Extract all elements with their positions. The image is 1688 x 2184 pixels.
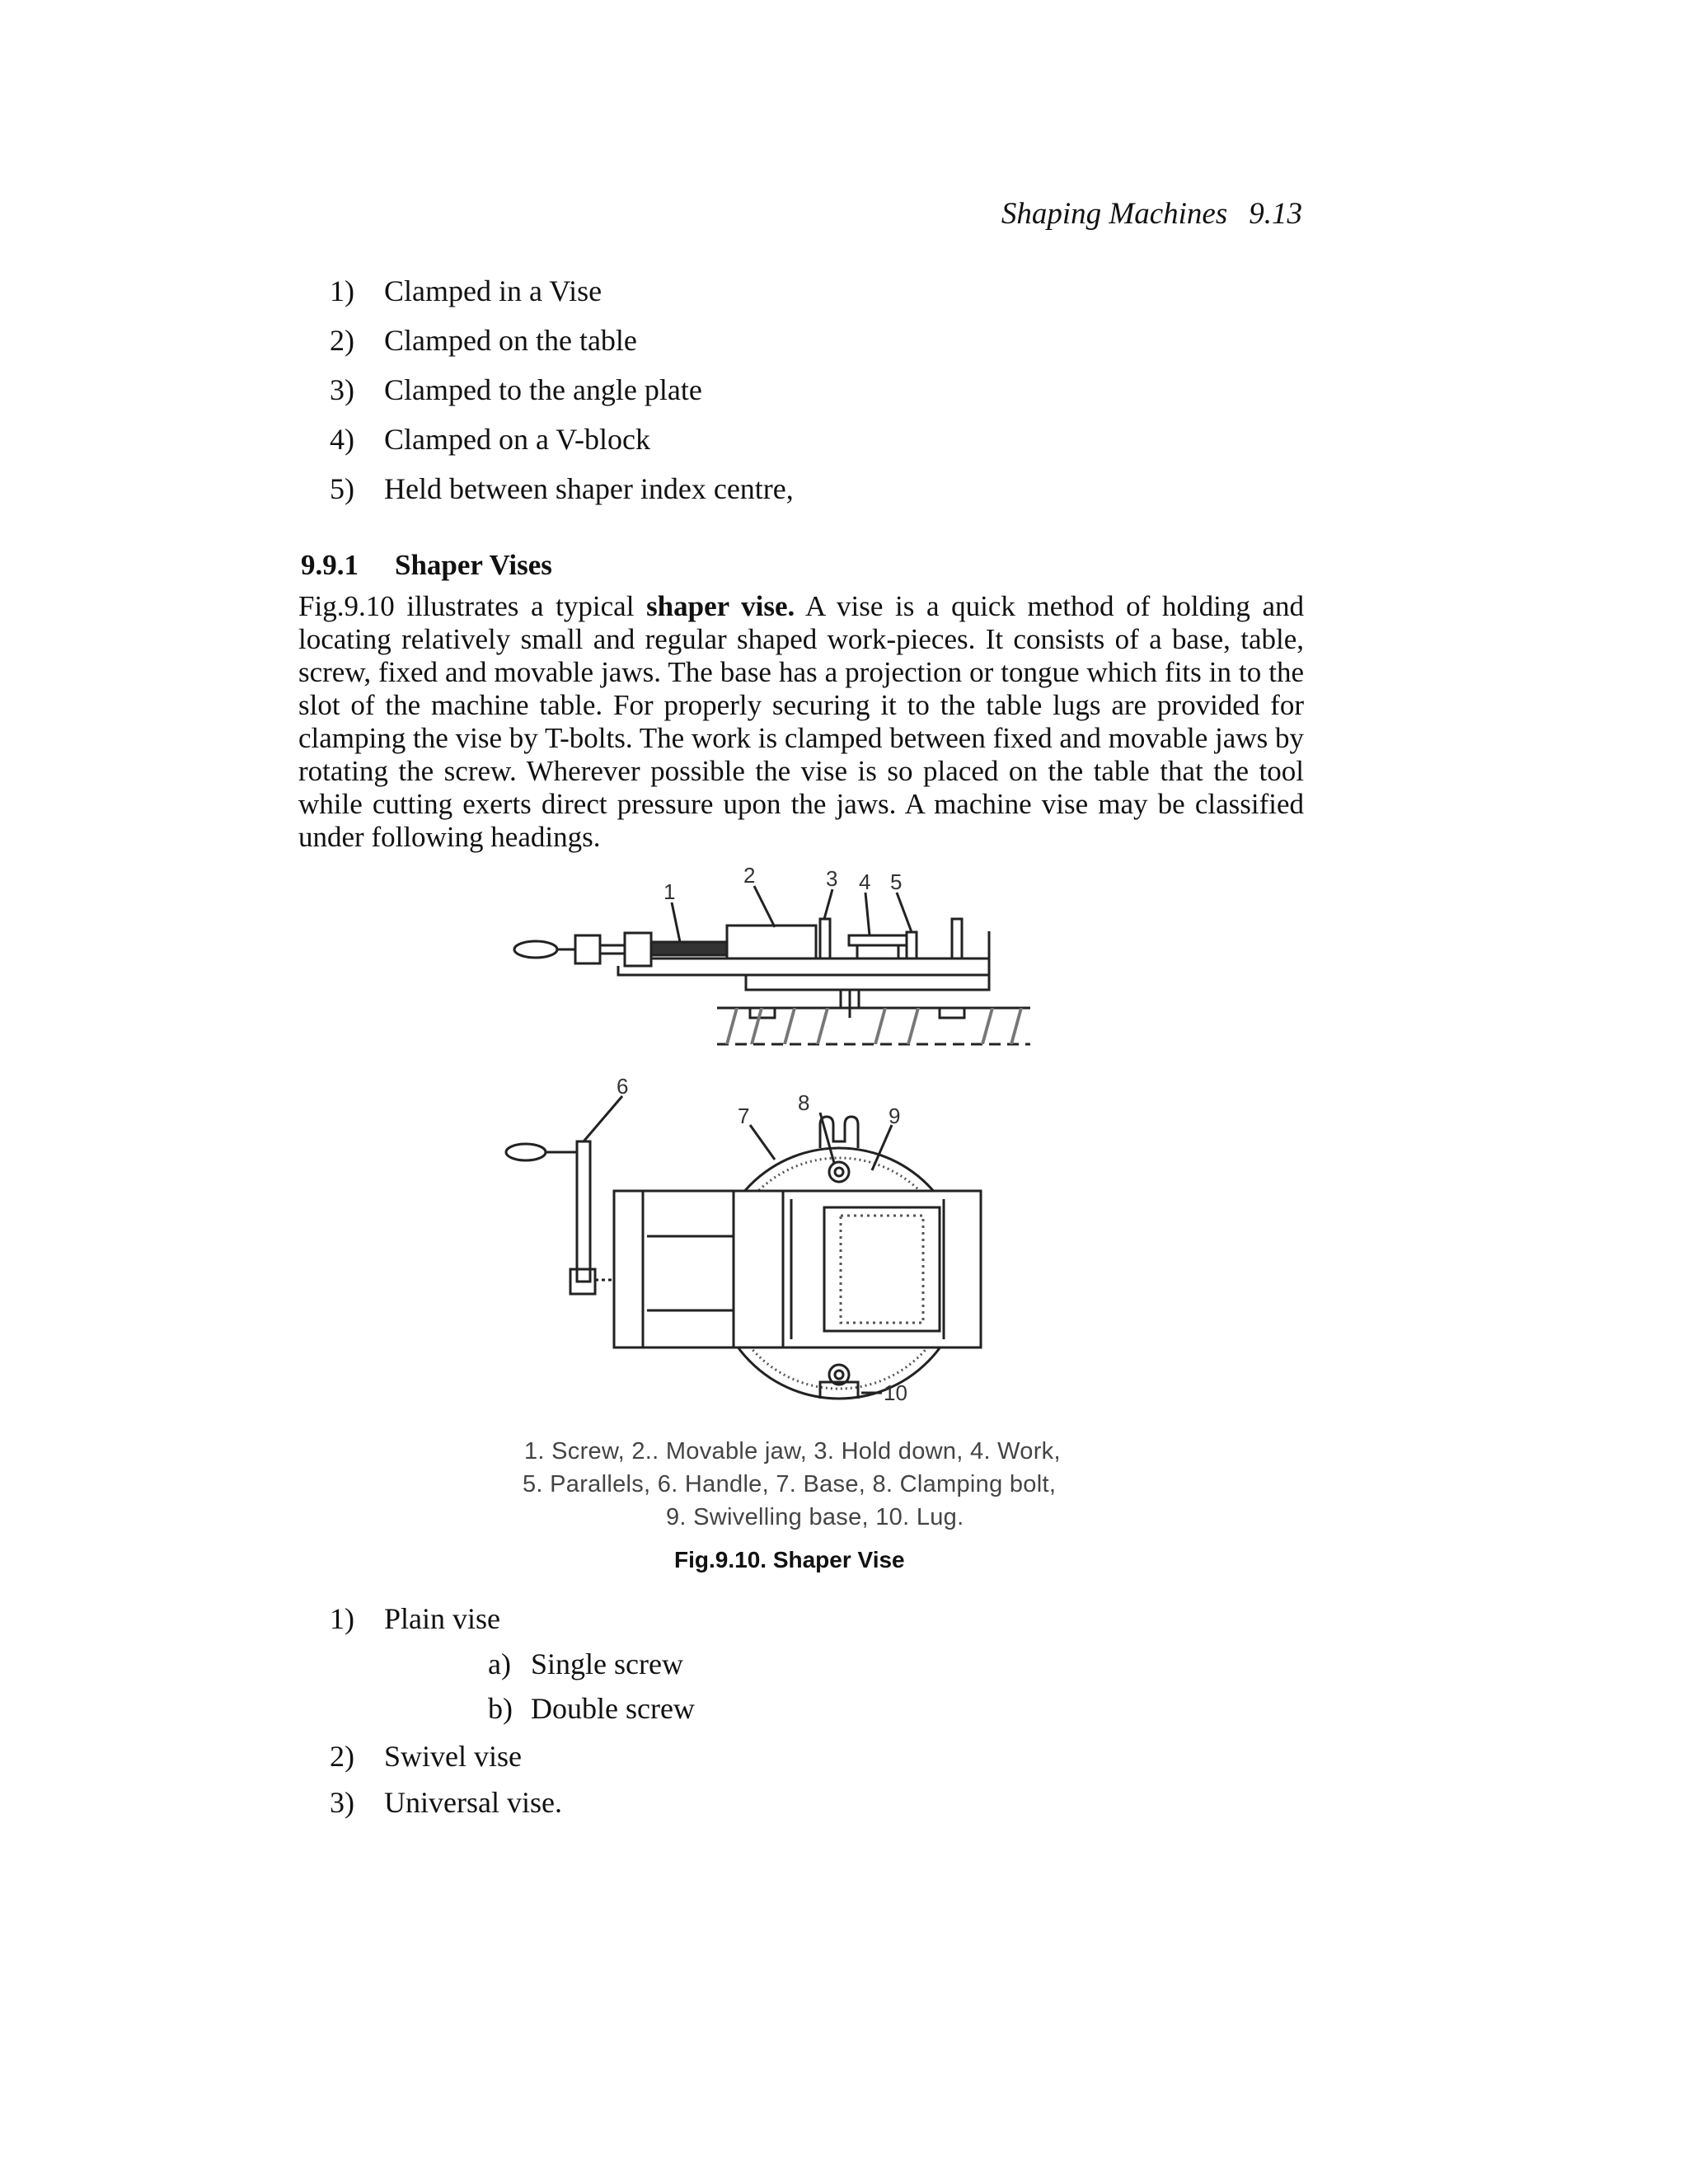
callout-9: 9 xyxy=(889,1104,901,1128)
callout-8: 8 xyxy=(798,1090,810,1115)
sub-list-item-letter: b) xyxy=(488,1692,513,1725)
screw xyxy=(651,942,727,955)
section-title: Shaper Vises xyxy=(395,549,552,581)
list-item-number: 2) xyxy=(330,1740,354,1773)
callout-10: 10 xyxy=(884,1380,907,1401)
paragraph-text-start: Fig.9.10 illustrates a typical xyxy=(298,590,647,622)
list-item-text: Plain vise xyxy=(384,1602,500,1635)
list-item-text: Swivel vise xyxy=(384,1740,522,1773)
callout-6: 6 xyxy=(617,1074,629,1099)
paragraph-bold-term: shaper vise. xyxy=(646,590,795,622)
swivel-base xyxy=(746,975,989,990)
figure-legend-line: 9. Swivelling base, 10. Lug. xyxy=(666,1504,964,1530)
sub-list-item-text: Double screw xyxy=(531,1692,695,1725)
figure-legend-line: 5. Parallels, 6. Handle, 7. Base, 8. Clamping bolt, xyxy=(523,1471,1057,1497)
list-item-number: 2) xyxy=(330,324,354,357)
list-item-number: 4) xyxy=(330,423,354,456)
figure-legend-line: 1. Screw, 2.. Movable jaw, 3. Hold down, 4. Work, xyxy=(524,1438,1061,1465)
callout-4: 4 xyxy=(859,869,871,894)
callout-1: 1 xyxy=(663,879,676,904)
list-item-text: Clamped on a V-block xyxy=(384,423,650,456)
callout-3: 3 xyxy=(826,866,838,891)
callout-5: 5 xyxy=(890,869,903,894)
list-item-text: Clamped to the angle plate xyxy=(384,373,702,406)
handle-grip-top xyxy=(506,1144,546,1160)
list-item-text: Universal vise. xyxy=(384,1786,562,1819)
movable-jaw xyxy=(727,926,816,958)
work xyxy=(849,935,907,945)
sub-list-item-letter: a) xyxy=(488,1647,511,1680)
running-head-title: Shaping Machines xyxy=(1001,197,1228,231)
section-number: 9.9.1 xyxy=(301,549,359,581)
list-item-number: 5) xyxy=(330,472,354,505)
callout-7: 7 xyxy=(738,1104,750,1128)
clamping-bolt xyxy=(829,1162,849,1182)
list-item-number: 1) xyxy=(330,1602,354,1635)
vise-body-top xyxy=(614,1191,981,1347)
paragraph-text-rest: A vise is a quick method of holding and locating relatively small and regular shaped work-pieces. It consists of a base, table, screw, fixed and movable jaws. The base has a projection or tongue which fits in to the slot of the machine table. For properly securing it to the table lugs are provided for clamping the vise by T-bolts. The work is clamped between fixed and movable jaws by rotating the screw. Wherever possible the vise is so placed on the table that the tool while cutting exerts direct pressure upon the jaws. A machine vise may be classified under following headings. xyxy=(298,590,1304,853)
list-item-text: Clamped on the table xyxy=(384,324,637,357)
list-item-number: 3) xyxy=(330,1786,354,1819)
handle-grip xyxy=(514,941,557,958)
running-head xyxy=(973,196,1302,232)
page-number: 9.13 xyxy=(1249,197,1302,231)
screw-nut xyxy=(575,935,600,963)
figure-caption: Fig.9.10. Shaper Vise xyxy=(674,1547,905,1572)
list-item-number: 1) xyxy=(330,274,354,307)
crank-arm xyxy=(577,1141,590,1282)
callout-2: 2 xyxy=(743,863,756,888)
shaper-vise-figure xyxy=(495,853,1121,1401)
section-heading xyxy=(301,549,552,582)
screw-collar xyxy=(625,933,651,966)
list-item-number: 3) xyxy=(330,373,354,406)
list-item-text: Clamped in a Vise xyxy=(384,274,603,307)
list-item-text: Held between shaper index centre, xyxy=(384,472,794,505)
body-paragraph xyxy=(298,590,1304,854)
sub-list-item-text: Single screw xyxy=(531,1647,683,1680)
